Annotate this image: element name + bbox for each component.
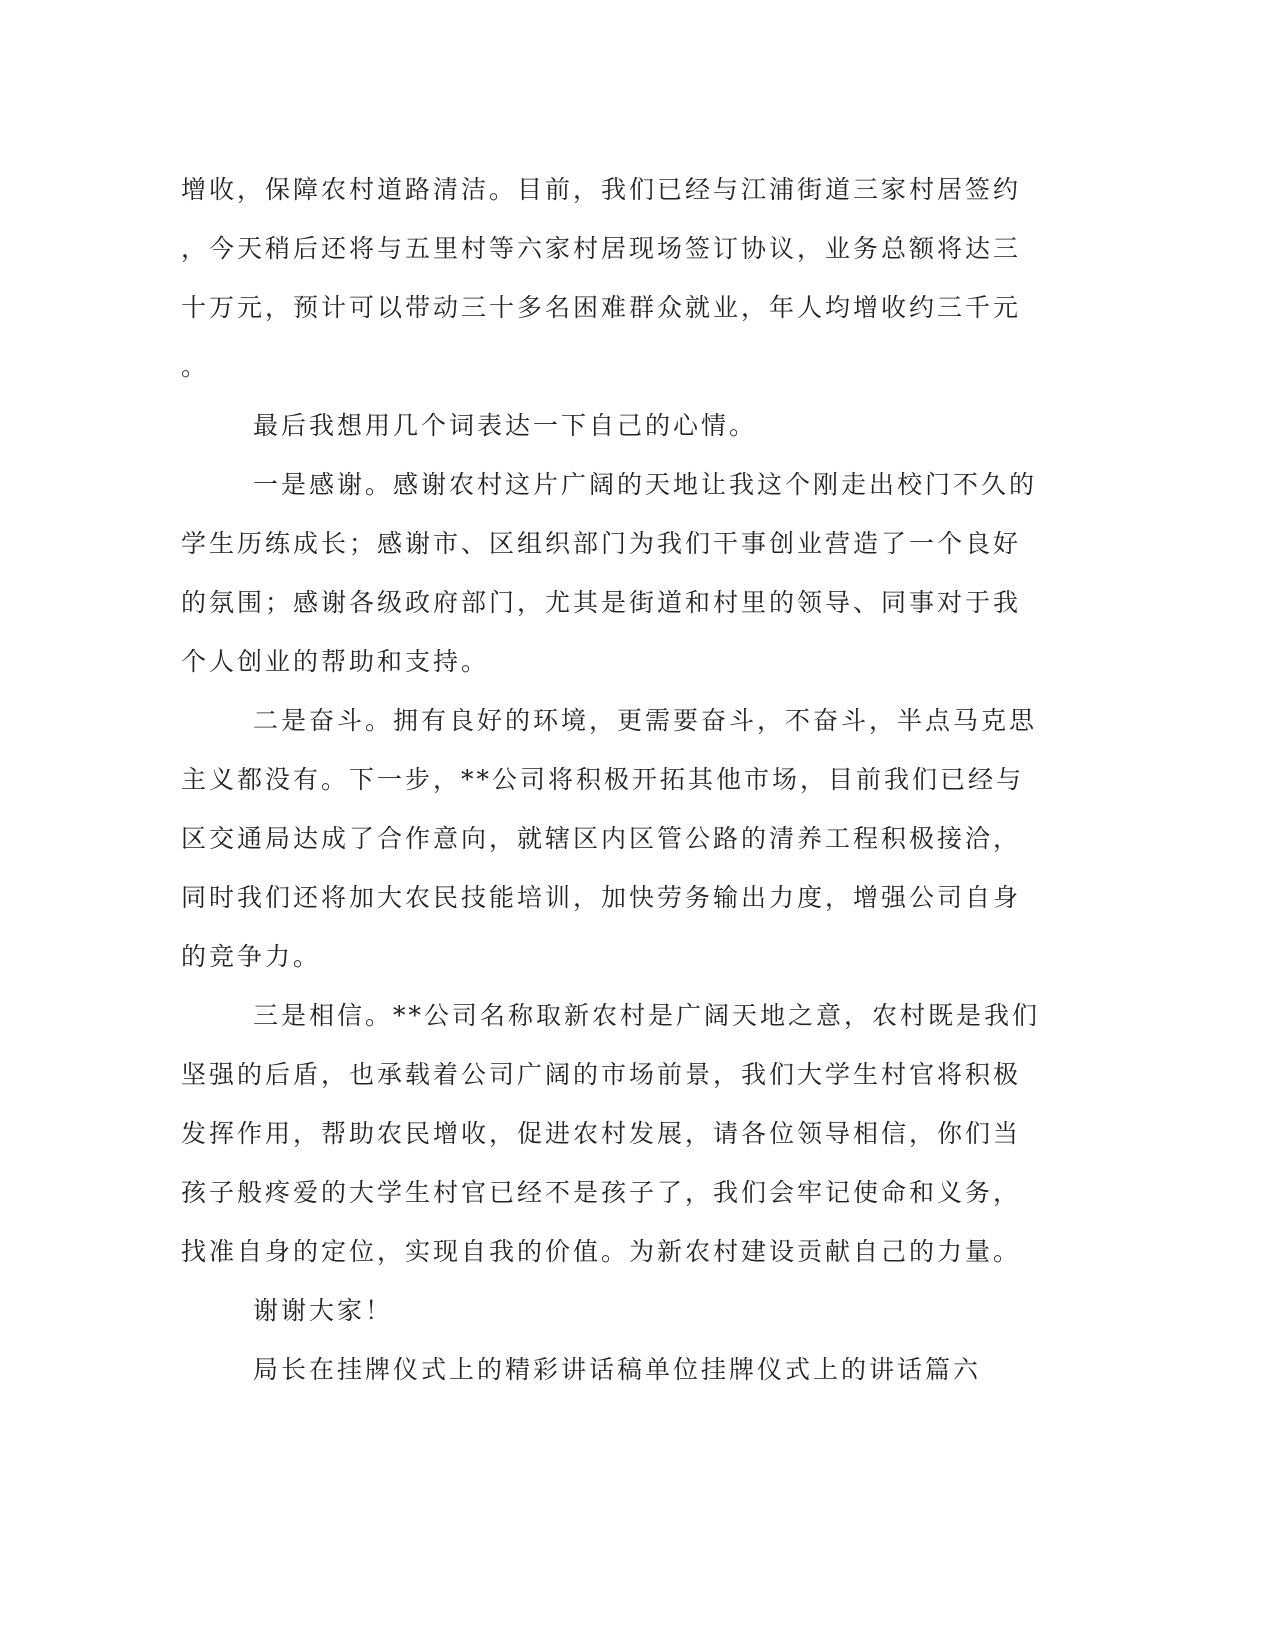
text-line: 同时我们还将加大农民技能培训，加快劳务输出力度，增强公司自身 bbox=[181, 883, 1022, 912]
text-line: 最后我想用几个词表达一下自己的心情。 bbox=[253, 411, 758, 440]
text-line: 区交通局达成了合作意向，就辖区内区管公路的清养工程积极接洽， bbox=[181, 824, 1022, 853]
text-line: ，今天稍后还将与五里村等六家村居现场签订协议，业务总额将达三 bbox=[181, 234, 1022, 263]
text-line: 一是感谢。感谢农村这片广阔的天地让我这个刚走出校门不久的 bbox=[253, 470, 1038, 499]
text-line: 发挥作用，帮助农民增收，促进农村发展，请各位领导相信，你们当 bbox=[181, 1119, 1022, 1148]
text-line: 三是相信。**公司名称取新农村是广阔天地之意，农村既是我们 bbox=[253, 1001, 1041, 1030]
text-line: 局长在挂牌仪式上的精彩讲话稿单位挂牌仪式上的讲话篇六 bbox=[253, 1355, 982, 1384]
text-line: 二是奋斗。拥有良好的环境，更需要奋斗，不奋斗，半点马克思 bbox=[253, 706, 1038, 735]
text-line: 主义都没有。下一步，**公司将积极开拓其他市场，目前我们已经与 bbox=[181, 765, 1025, 794]
text-line: 的氛围；感谢各级政府部门，尤其是街道和村里的领导、同事对于我 bbox=[181, 588, 1022, 617]
text-line: 十万元，预计可以带动三十多名困难群众就业，年人均增收约三千元 bbox=[181, 293, 1022, 322]
text-line: 的竞争力。 bbox=[181, 942, 322, 971]
text-line: 找准自身的定位，实现自我的价值。为新农村建设贡献自己的力量。 bbox=[181, 1237, 1022, 1266]
text-line: 谢谢大家！ bbox=[253, 1296, 394, 1325]
text-line: 孩子般疼爱的大学生村官已经不是孩子了，我们会牢记使命和义务， bbox=[181, 1178, 1022, 1207]
text-line: 个人创业的帮助和支持。 bbox=[181, 647, 490, 676]
text-line: 增收，保障农村道路清洁。目前，我们已经与江浦街道三家村居签约 bbox=[181, 175, 1022, 204]
document-body bbox=[181, 160, 1039, 1399]
text-line: 坚强的后盾，也承载着公司广阔的市场前景，我们大学生村官将积极 bbox=[181, 1060, 1022, 1089]
text-line: 学生历练成长；感谢市、区组织部门为我们干事创业营造了一个良好 bbox=[181, 529, 1022, 558]
text-line: 。 bbox=[181, 352, 210, 381]
